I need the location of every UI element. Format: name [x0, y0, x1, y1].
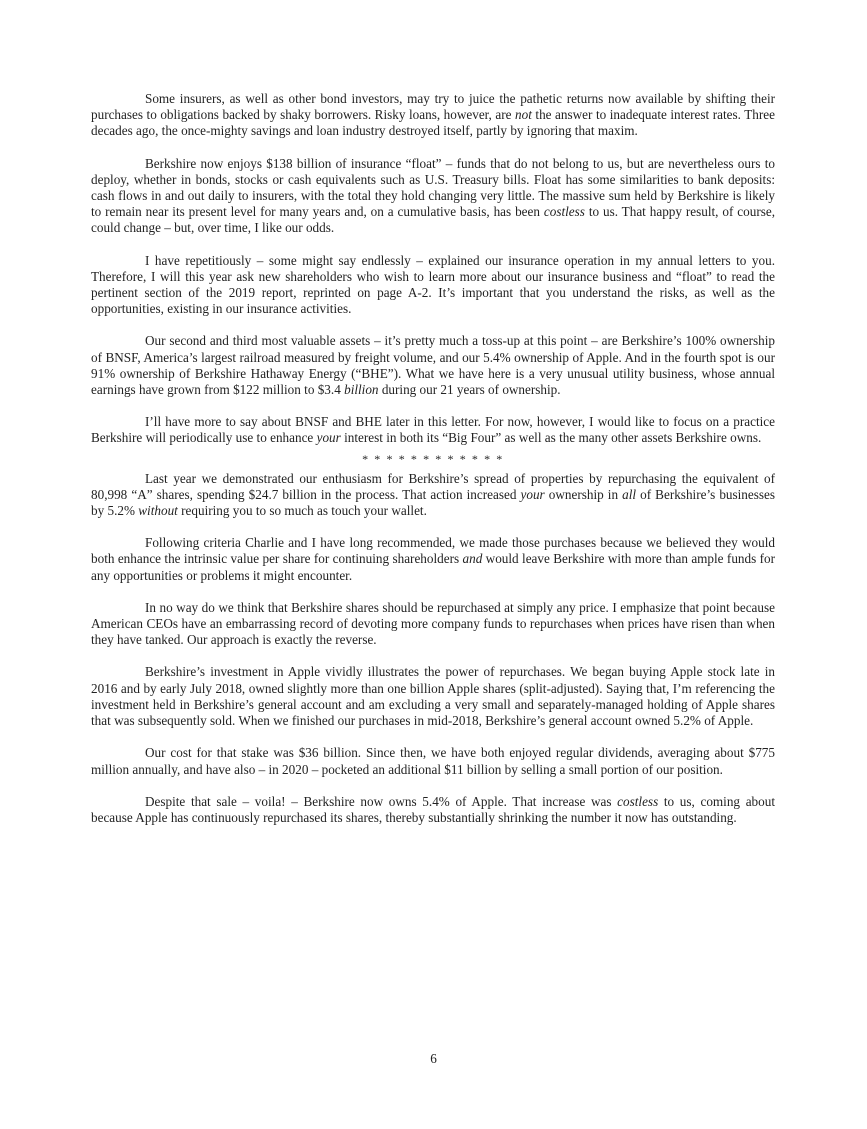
- paragraph-insurance-float: Berkshire now enjoys $138 billion of insurance “float” – funds that do not belong to us, but are nevertheless ours to deploy, whether in bonds, stocks or cash equivalents such as U.S. Treasury bills. Float has some similarities to bank deposits: cash flows in and out daily to insurers, with the total they hold changing very little. The massive sum held by Berkshire is likely to remain near its present level for many years and, on a cumulative basis, has been costless to us. That happy result, of course, could change – but, over time, I like our odds.: [91, 155, 775, 236]
- paragraph-repurchase-shares: Last year we demonstrated our enthusiasm for Berkshire’s spread of properties by repurchasing the equivalent of 80,998 “A” shares, spending $24.7 billion in the process. That action increased your ownership in all of Berkshire’s businesses by 5.2% without requiring you to so much as touch your wallet.: [91, 470, 775, 519]
- emphasis-text: your: [520, 486, 545, 502]
- section-divider: * * * * * * * * * * * *: [362, 451, 504, 466]
- emphasis-text: costless: [617, 793, 659, 809]
- paragraph-big-four: I’ll have more to say about BNSF and BHE later in this letter. For now, however, I would like to focus on a practice Berkshire will periodically use to enhance your interest in both its “Big Four” as well as the many other assets Berkshire owns.: [91, 414, 775, 446]
- paragraph-apple-ownership: Despite that sale – voila! – Berkshire now owns 5.4% of Apple. That increase was costless to us, coming about because Apple has continuously repurchased its shares, thereby substantially shrinking the number it now has outstanding.: [91, 793, 775, 825]
- emphasis-text: and: [462, 551, 483, 567]
- letter-body: [91, 91, 775, 842]
- paragraph-valuable-assets: Our second and third most valuable assets – it’s pretty much a toss-up at this point – are Berkshire’s 100% ownership of BNSF, America’s largest railroad measured by freight volume, and our 5.4% ownership of Apple. And in the fourth spot is our 91% ownership of Berkshire Hathaway Energy (“BHE”). What we have here is a very unusual utility business, whose annual earnings have grown from $122 million to $3.4 billion during our 21 years of ownership.: [91, 333, 775, 398]
- paragraph-insurers-bond-investors: Some insurers, as well as other bond investors, may try to juice the pathetic returns now available by shifting their purchases to obligations backed by shaky borrowers. Risky loans, however, are not the answer to inadequate interest rates. Three decades ago, the once-mighty savings and loan industry destroyed itself, partly by ignoring that maxim.: [91, 91, 775, 139]
- paragraph-criteria: Following criteria Charlie and I have long recommended, we made those purchases because we believed they would both enhance the intrinsic value per share for continuing shareholders and would leave Berkshire with more than ample funds for any opportunities or problems it might encounter.: [91, 535, 775, 583]
- paragraph-apple-cost: Our cost for that stake was $36 billion. Since then, we have both enjoyed regular dividends, averaging about $775 million annually, and have also – in 2020 – pocketed an additional $11 billion by selling a small portion of our position.: [91, 745, 775, 777]
- paragraph-repurchase-price: In no way do we think that Berkshire shares should be repurchased at simply any price. I emphasize that point because American CEOs have an embarrassing record of devoting more company funds to repurchases when prices have risen than when they have tanked. Our approach is exactly the reverse.: [91, 599, 775, 648]
- emphasis-text: not: [515, 107, 532, 123]
- emphasis-text: your: [316, 430, 341, 446]
- emphasis-text: costless: [543, 204, 585, 220]
- paragraph-insurance-operation: I have repetitiously – some might say endlessly – explained our insurance operation in my annual letters to you. Therefore, I will this year ask new shareholders who wish to learn more about our insurance business and “float” to read the pertinent section of the 2019 report, reprinted on page A-2. It’s important that you understand the risks, as well as the opportunities, existing in our insurance activities.: [91, 252, 775, 317]
- paragraph-apple-investment: Berkshire’s investment in Apple vividly illustrates the power of repurchases. We began buying Apple stock late in 2016 and by early July 2018, owned slightly more than one billion Apple shares (split-adjusted). Saying that, I’m referencing the investment held in Berkshire’s general account and am excluding a very small and separately-managed holding of Apple shares that was subsequently sold. When we finished our purchases in mid-2018, Berkshire’s general account owned 5.2% of Apple.: [91, 664, 775, 729]
- emphasis-text: all: [622, 486, 637, 502]
- page-number: 6: [430, 1051, 437, 1066]
- emphasis-text: without: [138, 503, 178, 519]
- emphasis-text: billion: [344, 382, 379, 398]
